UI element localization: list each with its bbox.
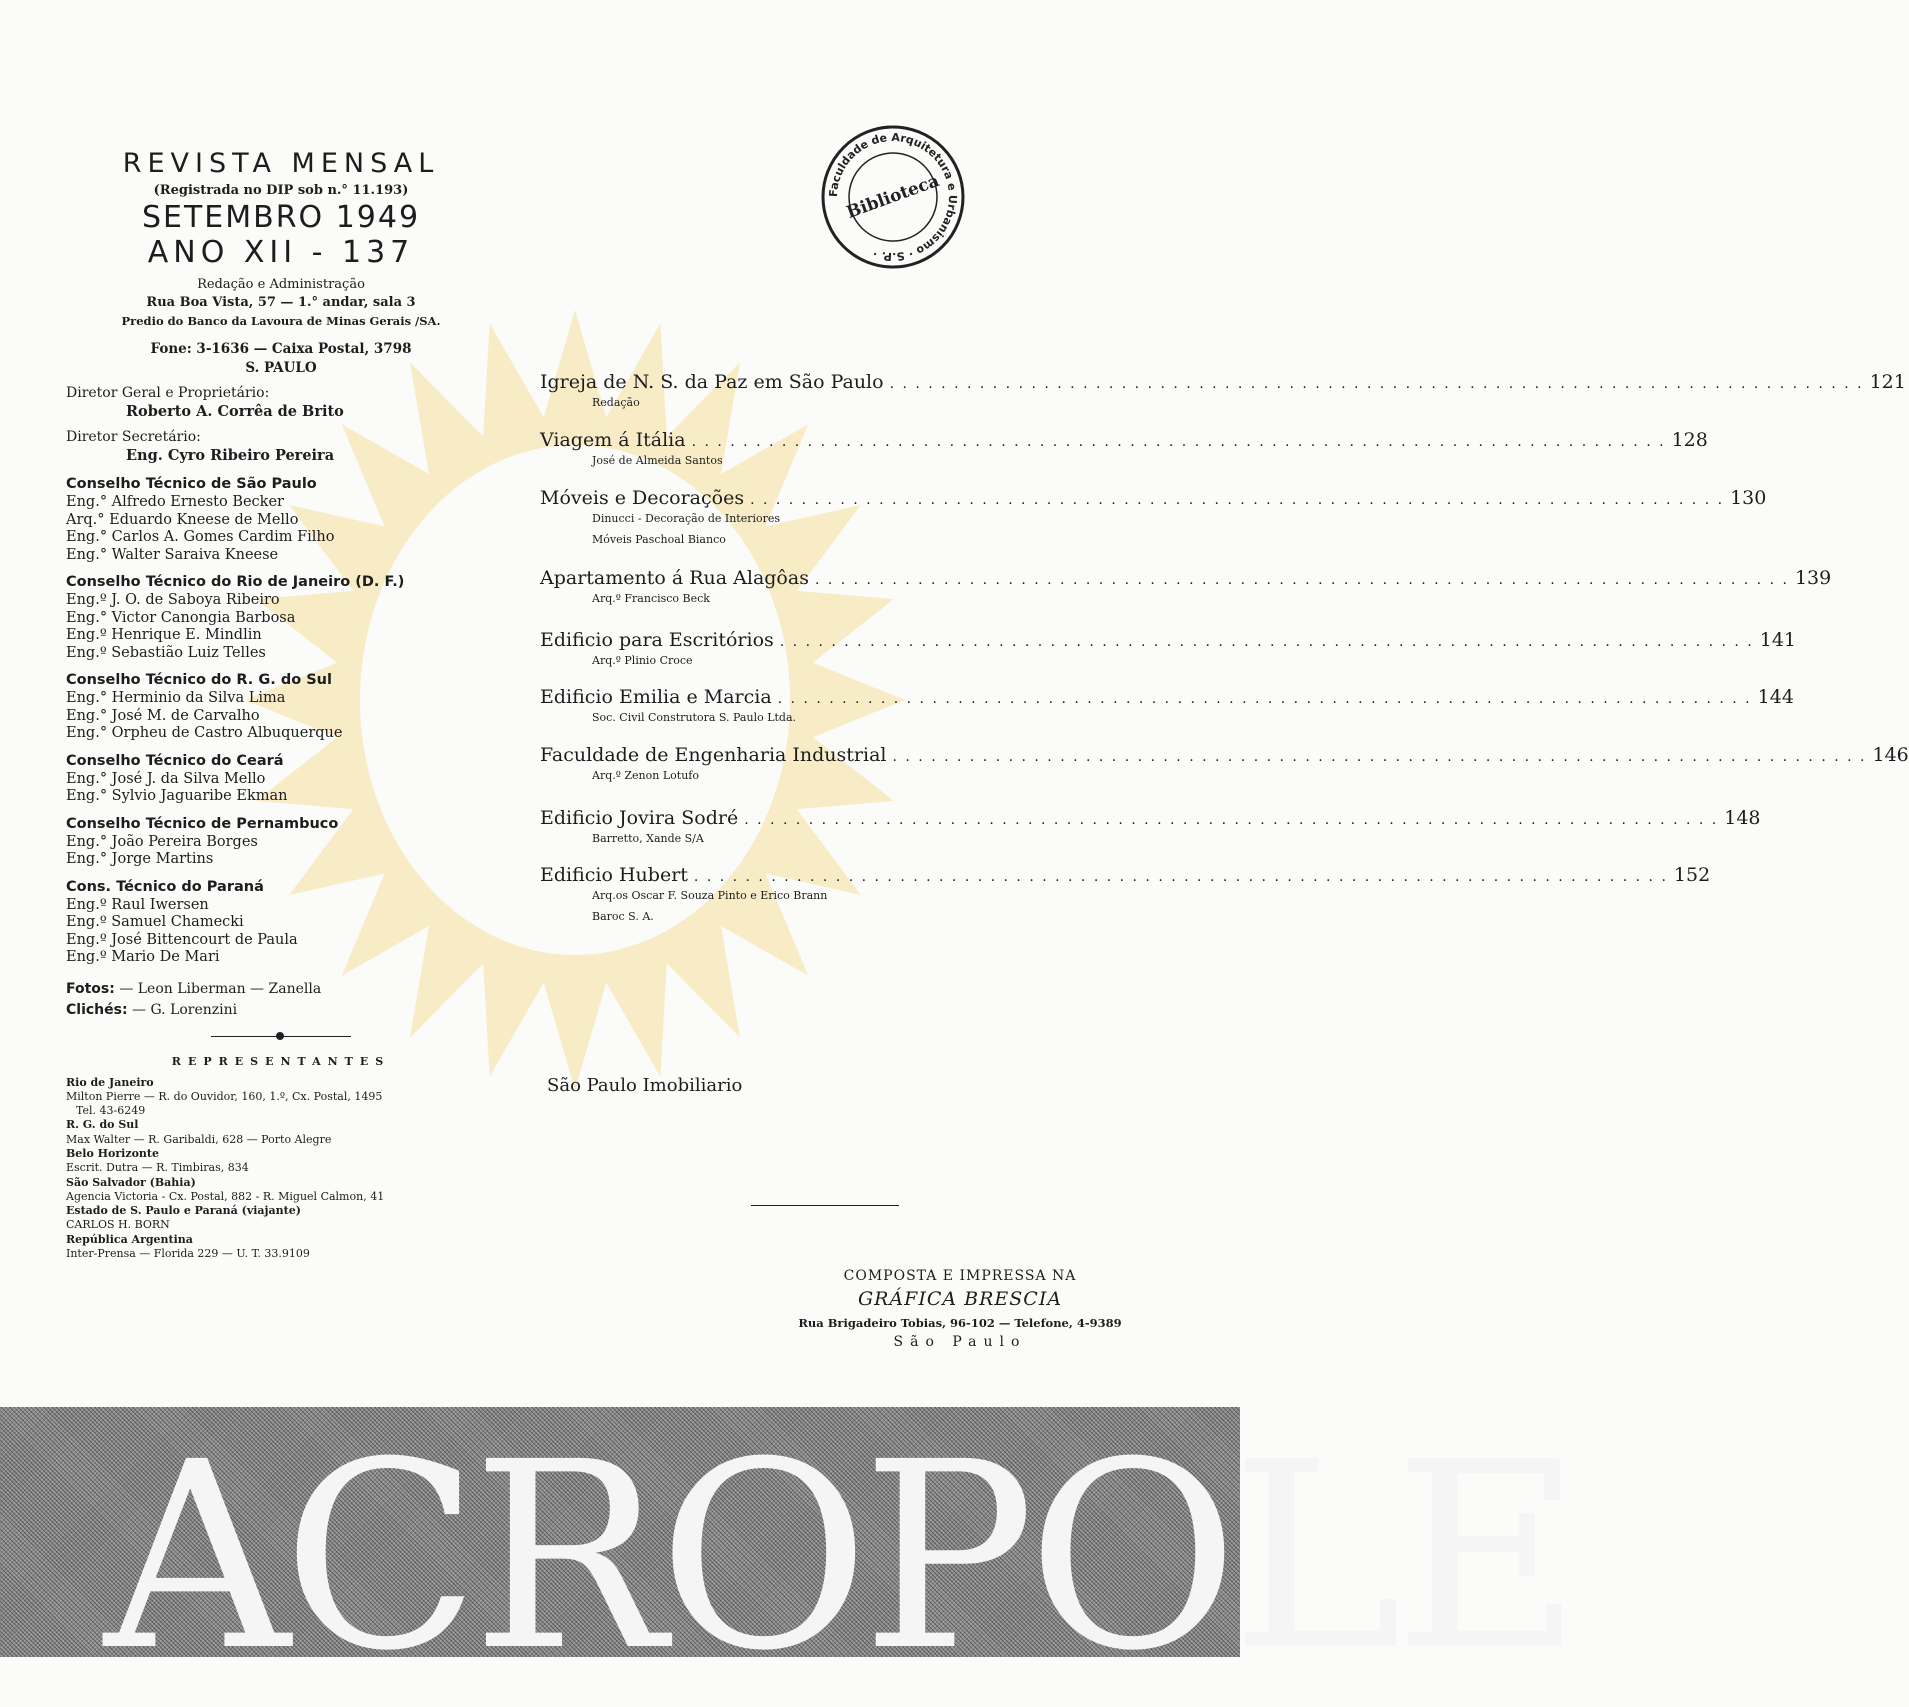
council-title: Conselho Técnico de Pernambuco	[66, 815, 339, 832]
secretary-label: Diretor Secretário:	[66, 429, 201, 445]
toc-entry-title: Edificio Emilia e Marcia	[540, 686, 772, 708]
toc-entry	[540, 567, 1832, 606]
toc-entry-author: José de Almeida Santos	[592, 454, 723, 467]
council-member: Eng.º Henrique E. Mindlin	[66, 627, 262, 643]
printer-line: COMPOSTA E IMPRESSA NA	[843, 1268, 1077, 1284]
cliches-label: Clichés:	[66, 1001, 128, 1018]
address-building: Predio do Banco da Lavoura de Minas Gerais /SA.	[121, 314, 441, 328]
toc-entry	[540, 429, 1708, 468]
toc-page-number: 121	[1869, 371, 1906, 393]
council-member: Eng.° Victor Canongia Barbosa	[66, 609, 296, 626]
council-member: Eng.° Jorge Martins	[66, 851, 214, 867]
toc-entry	[540, 864, 1711, 924]
toc-entry-author: Móveis Paschoal Bianco	[592, 533, 726, 546]
council-block	[66, 877, 496, 967]
council-block	[66, 751, 496, 806]
credits	[66, 979, 496, 1021]
toc-entry-author: Dinucci - Decoração de Interiores	[592, 512, 781, 525]
council-member: Eng.° Herminio da Silva Lima	[66, 690, 286, 706]
toc-entry-author: Barretto, Xande S/A	[592, 832, 704, 845]
masthead	[66, 148, 496, 270]
photos-credit	[66, 979, 496, 1000]
council-title: Conselho Técnico do R. G. do Sul	[66, 672, 332, 688]
toc-page-number: 141	[1759, 629, 1797, 651]
toc-entry-author: Baroc S. A.	[592, 910, 654, 923]
city-line: S. PAULO	[245, 360, 317, 376]
council-block	[66, 670, 496, 743]
printer-city: São Paulo	[893, 1334, 1027, 1350]
cliches-names: — G. Lorenzini	[132, 1001, 238, 1018]
council-member: Eng.º Mario De Mari	[66, 949, 220, 965]
representative-city: São Salvador (Bahia)	[66, 1175, 196, 1189]
toc-leader-dots	[893, 749, 1867, 765]
library-stamp	[818, 122, 968, 272]
toc-entry-title: Viagem á Itália	[540, 429, 686, 451]
toc-leader-dots	[744, 812, 1718, 828]
toc-page-number: 128	[1671, 429, 1708, 451]
issue-date: SETEMBRO 1949	[141, 200, 421, 235]
representative-city: Belo Horizonte	[66, 1146, 160, 1160]
stamp-center-text: Biblioteca	[843, 171, 943, 223]
toc-page-number: 152	[1673, 864, 1711, 886]
toc-leader-dots	[750, 492, 1724, 508]
representative-city: R. G. do Sul	[66, 1118, 139, 1132]
representative-city: Rio de Janeiro	[66, 1075, 154, 1089]
cliches-credit	[66, 1000, 496, 1021]
representative-line: Escrit. Dutra — R. Timbiras, 834	[66, 1161, 249, 1175]
toc-leader-dots	[694, 869, 1668, 885]
toc-page-number: 130	[1730, 487, 1767, 509]
address-label: Redação e Administração	[197, 277, 365, 292]
toc-entry-title: Edificio Jovira Sodré	[540, 807, 739, 829]
contact-block	[66, 340, 496, 378]
toc-entry	[540, 487, 1767, 547]
council-member: Eng.° Walter Saraiva Kneese	[66, 546, 279, 563]
council-member: Eng.º J. O. de Saboya Ribeiro	[66, 592, 280, 608]
director-name: Roberto A. Corrêa de Brito	[126, 403, 344, 420]
toc-entry-title: Faculdade de Engenharia Industrial	[540, 744, 887, 766]
stamp-ring-text: Faculdade de Arquitetura e Urbanismo · S.P. ·	[826, 130, 960, 264]
representative-line: Inter-Prensa — Florida 229 — U. T. 33.9109	[66, 1247, 310, 1261]
representative-line: Max Walter — R. Garibaldi, 628 — Porto Alegre	[66, 1132, 332, 1146]
toc-entry	[540, 629, 1797, 668]
toc-entry	[540, 371, 1906, 410]
secretary-name: Eng. Cyro Ribeiro Pereira	[126, 447, 335, 464]
council-block	[66, 474, 496, 564]
toc-entry-author: Arq.º Zenon Lotufo	[592, 769, 699, 782]
toc-entry-author: Redação	[592, 396, 640, 409]
toc-page-number: 146	[1872, 744, 1909, 766]
toc-page-number: 144	[1757, 686, 1794, 708]
toc-leader-dots	[890, 376, 1864, 392]
issue-number: ANO XII - 137	[147, 235, 415, 270]
toc-entry-title: Apartamento á Rua Alagôas	[540, 567, 809, 589]
council-member: Eng.° José M. de Carvalho	[66, 707, 260, 724]
representative-line: Tel. 43-6249	[76, 1104, 146, 1118]
council-member: Eng.° Alfredo Ernesto Becker	[66, 494, 284, 510]
representative-line: CARLOS H. BORN	[66, 1218, 170, 1232]
council-member: Eng.° Carlos A. Gomes Cardim Filho	[66, 529, 335, 545]
photos-label: Fotos:	[66, 980, 115, 997]
toc-leader-dots	[780, 634, 1754, 650]
council-member: Eng.° Orpheu de Castro Albuquerque	[66, 725, 343, 741]
toc-entry	[540, 744, 1909, 783]
council-member: Eng.º Sebastião Luiz Telles	[66, 644, 266, 661]
printer-address: Rua Brigadeiro Tobias, 96-102 — Telefone, 4-9389	[798, 1316, 1122, 1330]
council-title: Cons. Técnico do Paraná	[66, 878, 264, 895]
toc-page-number: 139	[1794, 567, 1832, 589]
director-label: Diretor Geral e Proprietário:	[66, 385, 270, 401]
council-member: Eng.° José J. da Silva Mello	[66, 770, 266, 787]
printer-name: GRÁFICA BRESCIA	[857, 1288, 1063, 1310]
representative-city: Estado de S. Paulo e Paraná (viajante)	[66, 1204, 301, 1218]
printer-credit	[760, 1268, 1160, 1350]
council-block	[66, 572, 496, 662]
council-member: Eng.° Sylvio Jaguaribe Ekman	[66, 788, 288, 804]
council-title: Conselho Técnico do Rio de Janeiro (D. F.)	[66, 574, 405, 590]
toc-entry-author: Soc. Civil Construtora S. Paulo Ltda.	[592, 711, 797, 724]
council-title: Conselho Técnico de São Paulo	[66, 476, 317, 492]
toc-entry-title: Móveis e Decorações	[540, 487, 745, 509]
toc-entry-title: Edificio para Escritórios	[540, 629, 774, 651]
toc-entry-author: Arq.º Francisco Beck	[592, 592, 710, 605]
toc-leader-dots	[815, 572, 1789, 588]
council-block	[66, 814, 496, 869]
council-member: Eng.º José Bittencourt de Paula	[66, 931, 298, 948]
photos-names: — Leon Liberman — Zanella	[119, 980, 322, 997]
council-member: Eng.° João Pereira Borges	[66, 833, 258, 850]
representative-city: República Argentina	[66, 1232, 193, 1246]
council-member: Arq.° Eduardo Kneese de Mello	[66, 511, 299, 528]
toc-leader-dots	[778, 691, 1752, 707]
left-column	[66, 148, 496, 1261]
toc-entry-author: Arq.º Plinio Croce	[592, 654, 693, 667]
toc-entry	[540, 686, 1794, 725]
magazine-logo-text: ACROPOLE	[104, 1407, 1575, 1707]
registration-note: (Registrada no DIP sob n.° 11.193)	[153, 183, 409, 198]
council-title: Conselho Técnico do Ceará	[66, 752, 284, 769]
toc-entry-title: Igreja de N. S. da Paz em São Paulo	[540, 371, 884, 393]
toc-entry-author: Arq.os Oscar F. Souza Pinto e Erico Brann	[592, 889, 828, 902]
toc-entry	[540, 807, 1761, 846]
phone-line: Fone: 3-1636 — Caixa Postal, 3798	[150, 341, 412, 357]
section-sao-paulo-imobiliario: São Paulo Imobiliario	[547, 1075, 743, 1096]
council-member: Eng.º Raul Iwersen	[66, 896, 209, 913]
magazine-type-title: REVISTA MENSAL	[122, 148, 440, 179]
council-member: Eng.º Samuel Chamecki	[66, 914, 244, 930]
technical-councils	[66, 474, 496, 967]
toc-page-number: 148	[1724, 807, 1761, 829]
ornamental-divider	[211, 1031, 351, 1041]
representatives-title: REPRESENTANTES	[171, 1054, 391, 1068]
magazine-banner	[0, 1407, 1575, 1707]
representatives-list	[66, 1076, 496, 1262]
representative-line: Agencia Victoria - Cx. Postal, 882 - R. Miguel Calmon, 41	[66, 1189, 385, 1203]
toc-leader-dots	[692, 434, 1666, 450]
toc-entry-title: Edificio Hubert	[540, 864, 688, 886]
address-street: Rua Boa Vista, 57 — 1.° andar, sala 3	[146, 295, 416, 310]
divider-line	[751, 1205, 899, 1206]
representative-line: Milton Pierre — R. do Ouvidor, 160, 1.º, Cx. Postal, 1495	[66, 1089, 383, 1103]
address-block	[66, 276, 496, 330]
